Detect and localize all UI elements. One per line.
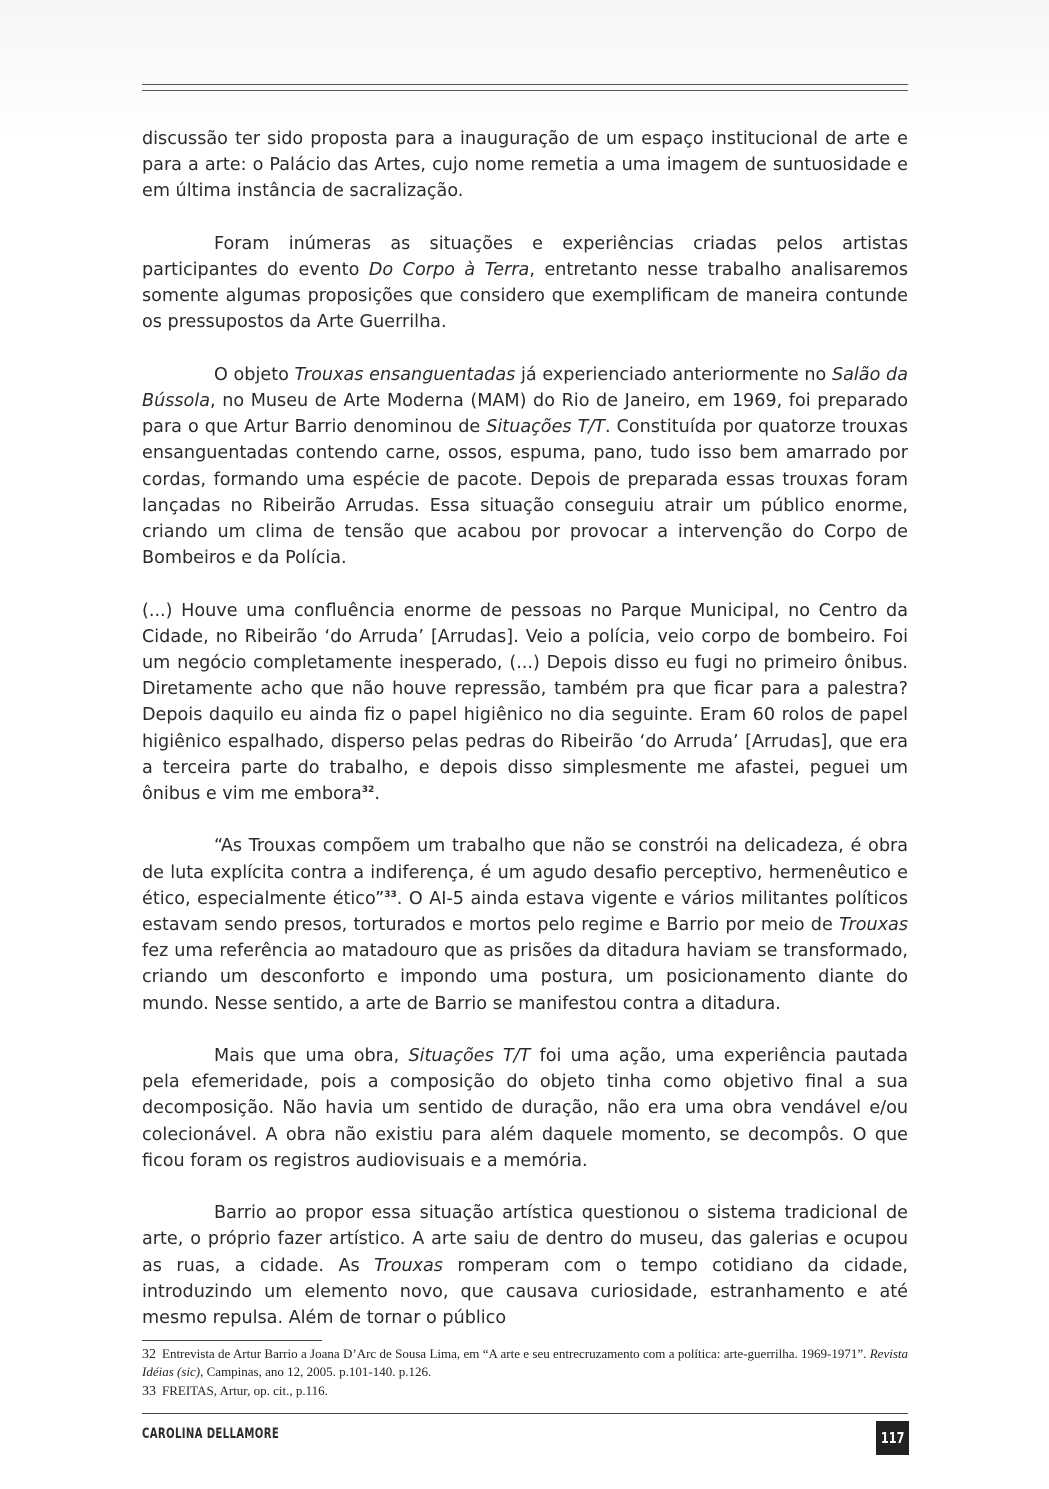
author-name: CAROLINA DELLAMORE xyxy=(142,1426,280,1442)
header-double-rule xyxy=(142,84,908,91)
page-number: 117 xyxy=(880,1429,905,1447)
paragraph-4: “As Trouxas compõem um trabalho que não se constrói na delicadeza, é obra de luta explícita contra a indiferença, é um agudo desafio perceptivo, hermenêutico e ético, especialmente ético”$^{33}$. O AI-5 ainda estava vigente e vários militantes políticos estavam sendo presos, torturados e mortos pelo regime e Barrio por meio de Trouxas fez uma referência ao matadouro que as prisões da ditadura haviam se transformado, criando um desconforto e impondo uma postura, um posicionamento diante do mundo. Nesse sentido, a arte de Barrio se manifestou contra a ditadura. xyxy=(142,836,908,1014)
paragraph-5: Mais que uma obra, Situações T/T foi uma ação, uma experiência pautada pela efemeridade, pois a composição do objeto tinha como objetivo final a sua decomposição. Não havia um sentido de duração, não era uma obra vendável e/ou colecionável. A obra não existiu para além daquele momento, se decompôs. O que ficou foram os registros audiovisuais e a memória. xyxy=(142,1046,908,1171)
footer-rule xyxy=(142,1413,908,1414)
footnote-ref-32: 32 xyxy=(361,785,375,796)
body-text xyxy=(142,126,908,1331)
footnote-32: 32 Entrevista de Artur Barrio a Joana D’Arc de Sousa Lima, em “A arte e seu entrecruzamento com a política: arte-guerrilha. 1969-1971”. Revista Idéias (sic), Campinas, ano 12, 2005. p.101-140. p.126. xyxy=(142,1346,908,1379)
paragraph-3: O objeto Trouxas ensanguentadas já experienciado anteriormente no Salão da Bússola, no Museu de Arte Moderna (MAM) do Rio de Janeiro, em 1969, foi preparado para o que Artur Barrio denominou de Situações T/T. Constituída por quatorze trouxas ensanguentadas contendo carne, ossos, espuma, pano, tudo isso bem amarrado por cordas, formando uma espécie de pacote. Depois de preparada essas trouxas foram lançadas no Ribeirão Arrudas. Essa situação conseguiu atrair um público enorme, criando um clima de tensão que acabou por provocar a intervenção do Corpo de Bombeiros e da Polícia. xyxy=(142,364,908,569)
footnote-ref-33: 33 xyxy=(384,889,397,900)
page-number-badge xyxy=(876,1421,909,1455)
footnote-33: 33 FREITAS, Artur, op. cit., p.116. xyxy=(142,1383,328,1399)
block-quote: (...) Houve uma confluência enorme de pessoas no Parque Municipal, no Centro da Cidade, no Ribeirão ‘do Arruda’ [Arrudas]. Veio a polícia, veio corpo de bombeiro. Foi um negócio completamente inesperado, (...) Depois disso eu fugi no primeiro ônibus. Diretamente acho que não houve repressão, também pra que ficar para a palestra? Depois daquilo eu ainda fiz o papel higiênico no dia seguinte. Eram 60 rolos de papel higiênico espalhado, disperso pelas pedras do Ribeirão ‘do Arruda’ [Arrudas], que era a terceira parte do trabalho, e depois disso simplesmente me afastei, peguei um ônibus e vim me embora$^{32}$. xyxy=(142,600,908,805)
paragraph-6: Barrio ao propor essa situação artística questionou o sistema tradicional de arte, o próprio fazer artístico. A arte saiu de dentro do museu, das galerias e ocupou as ruas, a cidade. As Trouxas romperam com o tempo cotidiano da cidade, introduzindo um elemento novo, que causava curiosidade, estranhamento e até mesmo repulsa. Além de tornar o público xyxy=(142,1203,908,1329)
paragraph-1: discussão ter sido proposta para a inauguração de um espaço institucional de arte e para a arte: o Palácio das Artes, cujo nome remetia a uma imagem de suntuosidade e em última instância de sacralização. xyxy=(142,129,908,202)
paragraph-2: Foram inúmeras as situações e experiências criadas pelos artistas participantes do evento Do Corpo à Terra, entretanto nesse trabalho analisaremos somente algumas proposições que considero que exemplificam de maneira contunde os pressupostos da Arte Guerrilha. xyxy=(142,233,908,333)
footnote-separator xyxy=(142,1340,322,1341)
footnotes xyxy=(142,1345,908,1402)
